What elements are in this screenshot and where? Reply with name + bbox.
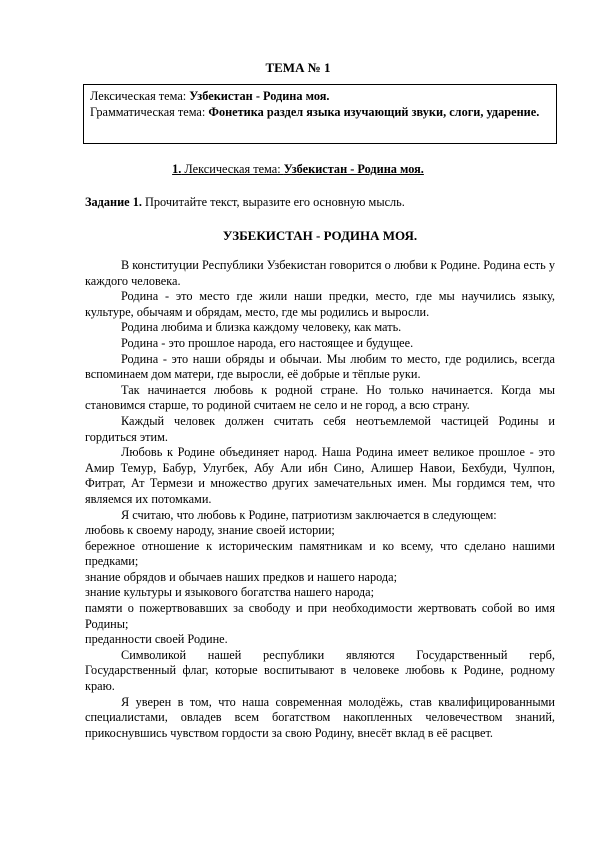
section-topic: Узбекистан - Родина моя.: [283, 162, 424, 176]
paragraph: Родина - это место где жили наши предки, место, где мы научились языку, культуре, обычаям и обрядам, место, где мы родились и выросли.: [85, 289, 555, 319]
list-item: памяти о пожертвовавших за свободу и при необходимости жертвовать собой во имя Родины;: [85, 601, 555, 631]
task-line: [85, 195, 555, 211]
lexical-topic-value: Узбекистан - Родина моя.: [189, 89, 330, 103]
lexical-topic-label: Лексическая тема:: [90, 89, 190, 103]
list-item: знание обрядов и обычаев наших предков и нашего народа;: [85, 569, 398, 584]
section-label: Лексическая тема:: [181, 162, 284, 176]
page-title: ТЕМА № 1: [265, 60, 331, 75]
list-item: бережное отношение к историческим памятникам и ко всему, что сделано нашими предками;: [85, 538, 555, 569]
paragraph: Я считаю, что любовь к Родине, патриотизм заключается в следующем:: [121, 507, 497, 522]
paragraph: Родина любима и близка каждому человеку, как мать.: [121, 320, 402, 335]
paragraph: Родина - это прошлое народа, его настоящее и будущее.: [121, 335, 414, 350]
paragraph: Родина - это наши обряды и обычаи. Мы любим то место, где родились, всегда вспоминаем дом матери, где выросли, её добрые и тёплые руки.: [85, 351, 555, 382]
grammar-topic-line: [90, 105, 550, 121]
lexical-topic-line: [90, 89, 550, 105]
paragraph: Так начинается любовь к родной стране. Но только начинается. Когда мы становимся старше, то родиной считаем не село и не город, а всю страну.: [85, 382, 555, 413]
list-item: преданности своей Родине.: [85, 632, 228, 647]
task-text: Прочитайте текст, выразите его основную мысль.: [141, 195, 405, 209]
text-title: УЗБЕКИСТАН - РОДИНА МОЯ.: [222, 228, 418, 243]
topic-box: [83, 84, 557, 144]
section-number: 1.: [172, 162, 182, 176]
paragraph: Символикой нашей республики являются Государственный герб, Государственный флаг, которые воспитывают в человеке любовь к Родине, родному краю.: [85, 647, 555, 694]
paragraph: Я уверен в том, что наша современная молодёжь, став квалифицированными специалистами, овладев всем богатством накопленных человечеством знаний, прикоснувшись чувством гордости за свою Родину, внесёт вклад в её расцвет.: [85, 694, 555, 740]
list-item: любовь к своему народу, знание своей истории;: [85, 523, 335, 538]
text-body: [85, 258, 555, 741]
paragraph: Любовь к Родине объединяет народ. Наша Родина имеет великое прошлое - это Амир Темур, Бабур, Улугбек, Абу Али ибн Сино, Алишер Навои, Бехбуди, Чулпон, Фитрат, Ат Термези и множество других замечательных имен. Мы гордимся тем, что являемся их потомками.: [85, 445, 555, 506]
list-item: знание культуры и языкового богатства нашего народа;: [85, 585, 375, 600]
grammar-topic-value: Фонетика раздел языка изучающий звуки, слоги, ударение.: [208, 104, 540, 119]
section-heading: [0, 162, 596, 178]
paragraph: Каждый человек должен считать себя неотъемлемой частицей Родины и гордиться этим.: [85, 413, 555, 444]
grammar-topic-label: Грамматическая тема:: [90, 104, 209, 119]
task-label: Задание 1.: [85, 195, 142, 209]
paragraph: В конституции Республики Узбекистан говорится о любви к Родине. Родина есть у каждого человека.: [85, 258, 555, 288]
